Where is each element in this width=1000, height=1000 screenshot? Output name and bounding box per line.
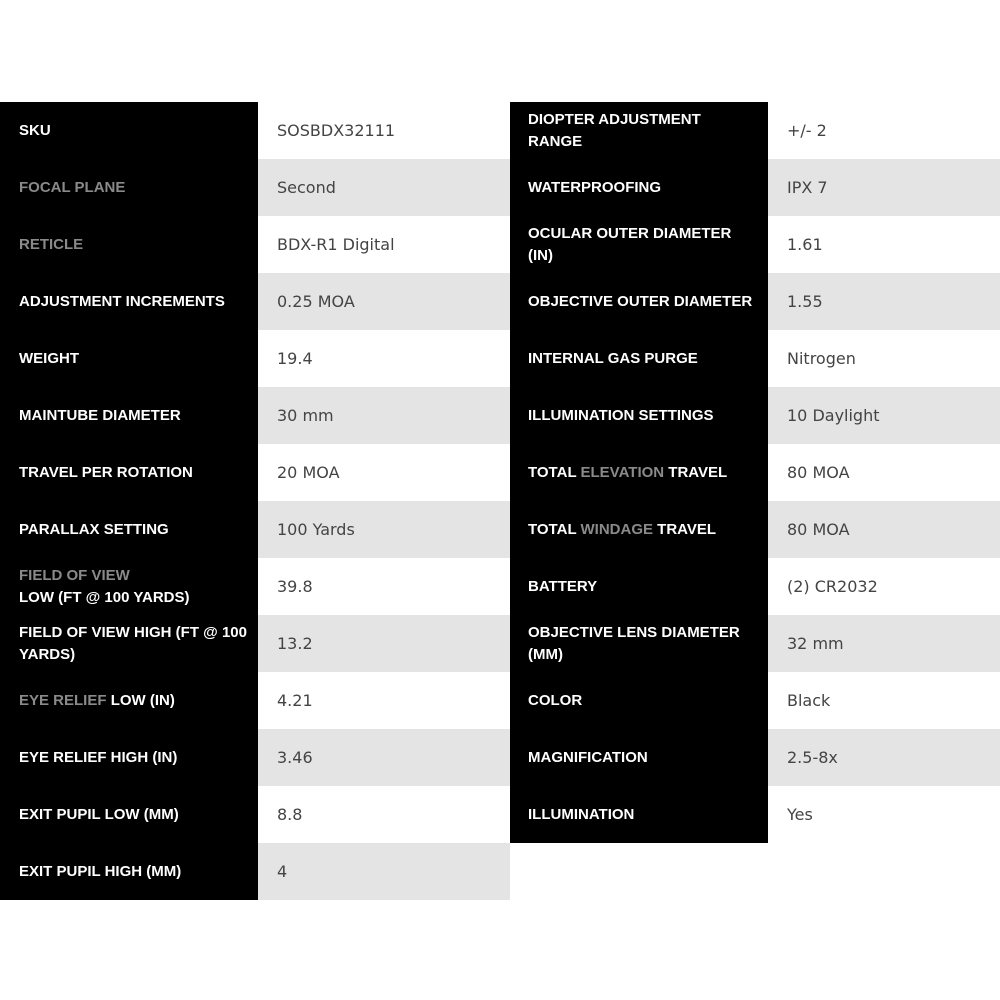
spec-label	[0, 159, 258, 216]
spec-label-segment: BATTERY	[528, 577, 598, 595]
spec-label-text	[528, 109, 758, 153]
spec-value: 20 MOA	[258, 444, 510, 501]
spec-value: 30 mm	[258, 387, 510, 444]
spec-value: 100 Yards	[258, 501, 510, 558]
spec-value: +/- 2	[768, 102, 1000, 159]
spec-label	[510, 159, 768, 216]
spec-row	[0, 216, 510, 273]
spec-label-segment: TOTAL	[528, 463, 581, 481]
spec-label	[0, 387, 258, 444]
spec-label	[0, 615, 258, 672]
spec-value: 10 Daylight	[768, 387, 1000, 444]
spec-label-text	[528, 291, 752, 313]
spec-label-segment: EXIT PUPIL LOW (MM)	[19, 805, 179, 823]
spec-label-segment: MAINTUBE DIAMETER	[19, 406, 181, 424]
spec-label	[510, 216, 768, 273]
spec-label-text	[528, 405, 714, 427]
spec-label-segment: OCULAR OUTER DIAMETER (IN)	[528, 224, 732, 264]
spec-row	[0, 672, 510, 729]
spec-label-text	[19, 565, 190, 609]
spec-row	[510, 387, 1000, 444]
spec-row	[510, 444, 1000, 501]
spec-label	[510, 615, 768, 672]
spec-label-text	[19, 747, 177, 769]
spec-row	[510, 273, 1000, 330]
spec-value: 32 mm	[768, 615, 1000, 672]
spec-label-segment: ILLUMINATION	[528, 805, 635, 823]
spec-value: Black	[768, 672, 1000, 729]
spec-label	[510, 444, 768, 501]
spec-value: 1.61	[768, 216, 1000, 273]
spec-row	[510, 216, 1000, 273]
spec-row	[0, 330, 510, 387]
spec-label	[510, 501, 768, 558]
spec-row	[510, 786, 1000, 843]
spec-value: 3.46	[258, 729, 510, 786]
spec-label-segment: ADJUSTMENT INCREMENTS	[19, 292, 225, 310]
spec-label-segment: FIELD OF VIEW	[19, 566, 130, 584]
spec-label-segment: OBJECTIVE LENS DIAMETER (MM)	[528, 623, 740, 663]
spec-value: 19.4	[258, 330, 510, 387]
spec-label-segment: MAGNIFICATION	[528, 748, 648, 766]
spec-row	[0, 843, 510, 900]
spec-row	[510, 330, 1000, 387]
spec-label-text	[19, 177, 125, 199]
spec-value: Nitrogen	[768, 330, 1000, 387]
spec-label-segment: LOW (IN)	[106, 691, 175, 709]
spec-row	[0, 558, 510, 615]
spec-label-segment: SKU	[19, 121, 51, 139]
spec-label	[510, 273, 768, 330]
spec-row	[0, 615, 510, 672]
spec-label-segment: RETICLE	[19, 235, 84, 253]
spec-label	[0, 729, 258, 786]
spec-label	[510, 102, 768, 159]
spec-label	[510, 387, 768, 444]
spec-label-segment: WEIGHT	[19, 349, 79, 367]
spec-value: BDX-R1 Digital	[258, 216, 510, 273]
spec-row	[0, 444, 510, 501]
spec-label	[0, 843, 258, 900]
spec-value: (2) CR2032	[768, 558, 1000, 615]
spec-label	[0, 444, 258, 501]
spec-label-text	[528, 519, 716, 541]
spec-label	[0, 102, 258, 159]
spec-label-segment: TRAVEL PER ROTATION	[19, 463, 193, 481]
spec-value: 80 MOA	[768, 444, 1000, 501]
spec-label-segment: DIOPTER ADJUSTMENT RANGE	[528, 110, 701, 150]
spec-label	[0, 786, 258, 843]
spec-label	[510, 330, 768, 387]
spec-label-text	[528, 576, 597, 598]
spec-value: 39.8	[258, 558, 510, 615]
spec-label-segment: TOTAL	[528, 520, 581, 538]
spec-label-text	[19, 519, 169, 541]
spec-label-text	[19, 348, 79, 370]
spec-label-text	[19, 861, 181, 883]
spec-label	[0, 672, 258, 729]
spec-label-segment: FOCAL PLANE	[19, 178, 126, 196]
spec-value: 80 MOA	[768, 501, 1000, 558]
spec-label-text	[19, 690, 175, 712]
spec-label	[510, 558, 768, 615]
spec-label-segment: ILLUMINATION SETTINGS	[528, 406, 714, 424]
spec-label-segment: EYE RELIEF HIGH (IN)	[19, 748, 178, 766]
spec-row	[0, 786, 510, 843]
spec-label-text	[528, 804, 634, 826]
spec-label-segment: TRAVEL	[664, 463, 728, 481]
spec-label-segment: TRAVEL	[653, 520, 717, 538]
spec-label-text	[19, 462, 193, 484]
spec-label-segment: WINDAGE	[580, 520, 653, 538]
spec-label	[510, 786, 768, 843]
spec-label-text	[19, 291, 225, 313]
spec-row	[0, 729, 510, 786]
spec-row	[0, 102, 510, 159]
spec-value: SOSBDX32111	[258, 102, 510, 159]
spec-label-text	[19, 405, 181, 427]
spec-label-text	[528, 622, 758, 666]
spec-table-right	[510, 102, 1000, 843]
spec-row	[0, 501, 510, 558]
spec-row	[510, 729, 1000, 786]
spec-value: 0.25 MOA	[258, 273, 510, 330]
spec-label-segment: WATERPROOFING	[528, 178, 662, 196]
spec-row	[510, 501, 1000, 558]
spec-label	[510, 672, 768, 729]
spec-label	[0, 330, 258, 387]
spec-value: 2.5-8x	[768, 729, 1000, 786]
spec-label-segment: LOW (FT @ 100 YARDS)	[19, 588, 190, 606]
spec-value: IPX 7	[768, 159, 1000, 216]
spec-label-text	[528, 462, 727, 484]
spec-label-segment: ELEVATION	[580, 463, 665, 481]
spec-value: Yes	[768, 786, 1000, 843]
spec-label	[0, 501, 258, 558]
spec-row	[510, 615, 1000, 672]
spec-label-text	[528, 223, 758, 267]
spec-label-segment: EXIT PUPIL HIGH (MM)	[19, 862, 182, 880]
spec-value: 1.55	[768, 273, 1000, 330]
spec-label	[0, 273, 258, 330]
spec-table-left	[0, 102, 510, 900]
spec-label-text	[528, 177, 661, 199]
spec-label-text	[528, 690, 582, 712]
spec-row	[0, 159, 510, 216]
spec-value: Second	[258, 159, 510, 216]
spec-label	[510, 729, 768, 786]
spec-label-segment: PARALLAX SETTING	[19, 520, 169, 538]
spec-value: 4.21	[258, 672, 510, 729]
spec-label-text	[19, 234, 83, 256]
spec-value: 13.2	[258, 615, 510, 672]
spec-label-text	[528, 348, 698, 370]
spec-label-segment: COLOR	[528, 691, 583, 709]
spec-label-segment: INTERNAL GAS PURGE	[528, 349, 698, 367]
spec-value: 4	[258, 843, 510, 900]
spec-label-segment: OBJECTIVE OUTER DIAMETER	[528, 292, 753, 310]
spec-label-text	[19, 804, 179, 826]
spec-label-segment: FIELD OF VIEW HIGH (FT @ 100 YARDS)	[19, 623, 247, 663]
spec-label	[0, 216, 258, 273]
spec-label-text	[19, 120, 51, 142]
spec-value: 8.8	[258, 786, 510, 843]
spec-label-text	[19, 622, 248, 666]
spec-label-text	[528, 747, 648, 769]
spec-row	[0, 273, 510, 330]
spec-label-segment: EYE RELIEF	[19, 691, 107, 709]
spec-row	[510, 558, 1000, 615]
spec-row	[510, 672, 1000, 729]
spec-row	[0, 387, 510, 444]
spec-row	[510, 159, 1000, 216]
spec-row	[510, 102, 1000, 159]
spec-label	[0, 558, 258, 615]
